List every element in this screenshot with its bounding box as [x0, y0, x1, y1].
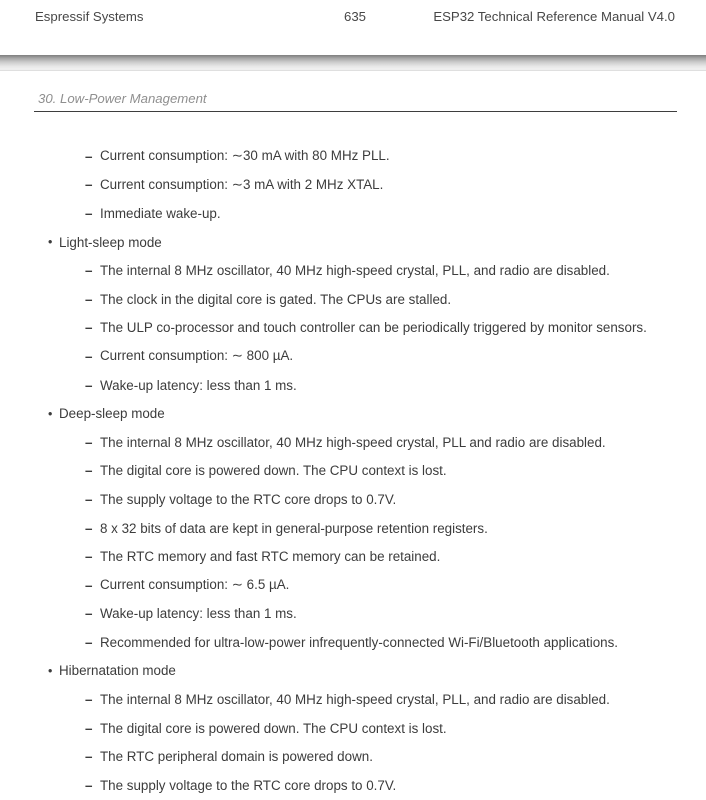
list-item-bullet	[0, 657, 706, 686]
list-item-dash	[0, 514, 706, 543]
list-item-bullet	[0, 399, 706, 428]
list-item-text: Current consumption: ∼ 800 µA.	[100, 348, 294, 364]
header-company: Espressif Systems	[35, 9, 144, 24]
list-item-dash	[0, 428, 706, 457]
list-item-text: Current consumption: ∼30 mA with 80 MHz PLL.	[100, 148, 390, 164]
list-item-text: The RTC memory and fast RTC memory can be retained.	[100, 549, 441, 565]
list-item-dash	[0, 457, 706, 486]
dash-marker: –	[85, 205, 93, 221]
list-item-dash	[0, 171, 706, 200]
list-item-text: The clock in the digital core is gated. The CPUs are stalled.	[100, 291, 452, 307]
dash-marker: –	[85, 577, 93, 593]
list-item-dash	[0, 342, 706, 371]
dash-marker: –	[85, 291, 93, 307]
dash-marker: –	[85, 634, 93, 650]
list-item-dash	[0, 628, 706, 657]
dash-marker: –	[85, 491, 93, 507]
dash-marker: –	[85, 606, 93, 622]
list-item-text: Light-sleep mode	[59, 234, 162, 250]
list-item-dash	[0, 314, 706, 343]
list-item-dash	[0, 142, 706, 171]
list-item-text: Current consumption: ∼ 6.5 µA.	[100, 577, 290, 593]
dash-marker: –	[85, 777, 93, 793]
header-page-number: 635	[344, 9, 367, 24]
dash-marker: –	[85, 377, 93, 393]
page-top-shadow	[0, 55, 706, 71]
list-item-dash	[0, 371, 706, 400]
list-item-dash	[0, 256, 706, 285]
list-item-text: The digital core is powered down. The CPU context is lost.	[100, 463, 447, 479]
dash-marker: –	[85, 720, 93, 736]
list-item-text: The internal 8 MHz oscillator, 40 MHz high-speed crystal, PLL, and radio are disabled.	[100, 692, 610, 708]
list-item-text: The internal 8 MHz oscillator, 40 MHz high-speed crystal, PLL, and radio are disabled.	[100, 263, 610, 279]
list-item-dash	[0, 742, 706, 771]
dash-marker: –	[85, 520, 93, 536]
list-item-text: 8 x 32 bits of data are kept in general-purpose retention registers.	[100, 520, 488, 536]
dash-marker: –	[85, 692, 93, 708]
list-item-dash	[0, 771, 706, 800]
dash-marker: –	[85, 263, 93, 279]
bullet-marker: •	[48, 235, 53, 250]
dash-marker: –	[85, 348, 93, 364]
content-list	[0, 142, 706, 800]
header-document-title: ESP32 Technical Reference Manual V4.0	[433, 9, 676, 24]
list-item-dash	[0, 714, 706, 743]
dash-marker: –	[85, 177, 93, 193]
bullet-marker: •	[48, 406, 53, 421]
bullet-marker: •	[48, 663, 53, 678]
list-item-text: Current consumption: ∼3 mA with 2 MHz XTAL.	[100, 176, 384, 192]
list-item-text: Wake-up latency: less than 1 ms.	[100, 377, 297, 393]
list-item-bullet	[0, 228, 706, 257]
list-item-dash	[0, 199, 706, 228]
section-title: 30. Low-Power Management	[38, 91, 207, 106]
list-item-text: The digital core is powered down. The CPU context is lost.	[100, 720, 447, 736]
list-item-text: Wake-up latency: less than 1 ms.	[100, 606, 297, 622]
list-item-dash	[0, 685, 706, 714]
list-item-dash	[0, 571, 706, 600]
dash-marker: –	[85, 549, 93, 565]
list-item-text: The RTC peripheral domain is powered down.	[100, 749, 373, 765]
list-item-dash	[0, 485, 706, 514]
dash-marker: –	[85, 148, 93, 164]
dash-marker: –	[85, 749, 93, 765]
dash-marker: –	[85, 434, 93, 450]
page-header	[35, 9, 675, 24]
list-item-text: Immediate wake-up.	[100, 205, 221, 221]
dash-marker: –	[85, 320, 93, 336]
list-item-text: The internal 8 MHz oscillator, 40 MHz high-speed crystal, PLL and radio are disabled.	[100, 434, 606, 450]
list-item-dash	[0, 600, 706, 629]
list-item-dash	[0, 542, 706, 571]
list-item-text: The supply voltage to the RTC core drops to 0.7V.	[100, 491, 397, 507]
list-item-text: Recommended for ultra-low-power infrequently-connected Wi-Fi/Bluetooth applications.	[100, 634, 619, 650]
list-item-text: Deep-sleep mode	[59, 406, 165, 422]
section-header	[34, 91, 677, 112]
list-item-text: Hibernatation mode	[59, 663, 176, 679]
list-item-text: The ULP co-processor and touch controller can be periodically triggered by monitor sensors.	[100, 320, 647, 336]
dash-marker: –	[85, 463, 93, 479]
list-item-dash	[0, 285, 706, 314]
list-item-text: The supply voltage to the RTC core drops to 0.7V.	[100, 777, 397, 793]
